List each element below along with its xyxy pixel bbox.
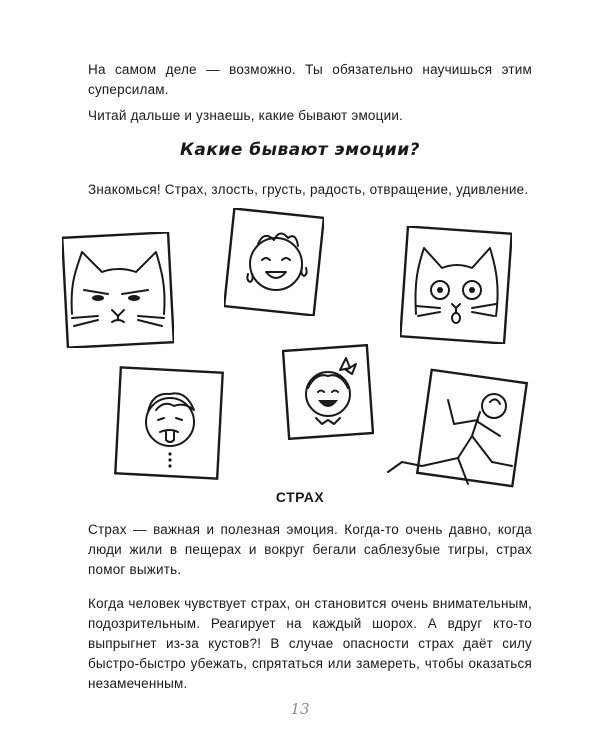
section-heading: Какие бывают эмоции? xyxy=(180,140,420,160)
scared-figure-illustration xyxy=(382,366,532,492)
angry-cat-illustration xyxy=(62,232,174,348)
fear-subheading: СТРАХ xyxy=(275,489,325,505)
intro-paragraph: На самом деле — возможно. Ты обязательно научишься этим суперсилам. xyxy=(88,62,532,97)
read-on-paragraph: Читай дальше и узнаешь, какие бывают эмоции. xyxy=(88,108,404,123)
fear-effects-paragraph: Когда человек чувствует страх, он становится очень внимательным, подозрительным. Реагирует на каждый шорох. А вдруг кто-то выпрыгнет из-за кустов?! В случае опасности страх даёт силу быстро-быстро убежать, спрятаться или замереть, чтобы оказаться незамеченным. xyxy=(88,596,532,691)
page-number: 13 xyxy=(290,700,310,718)
happy-girl-illustration xyxy=(282,344,374,440)
emotions-list-paragraph: Знакомься! Страх, злость, грусть, радость, отвращение, удивление. xyxy=(88,182,529,197)
surprised-cat-illustration xyxy=(400,226,512,344)
fear-description-paragraph: Страх — важная и полезная эмоция. Когда-то очень давно, когда люди жили в пещерах и вокруг бегали саблезубые тигры, страх помог выжить. xyxy=(88,522,532,577)
crying-child-illustration xyxy=(224,208,324,316)
disgusted-boy-illustration xyxy=(114,366,224,480)
